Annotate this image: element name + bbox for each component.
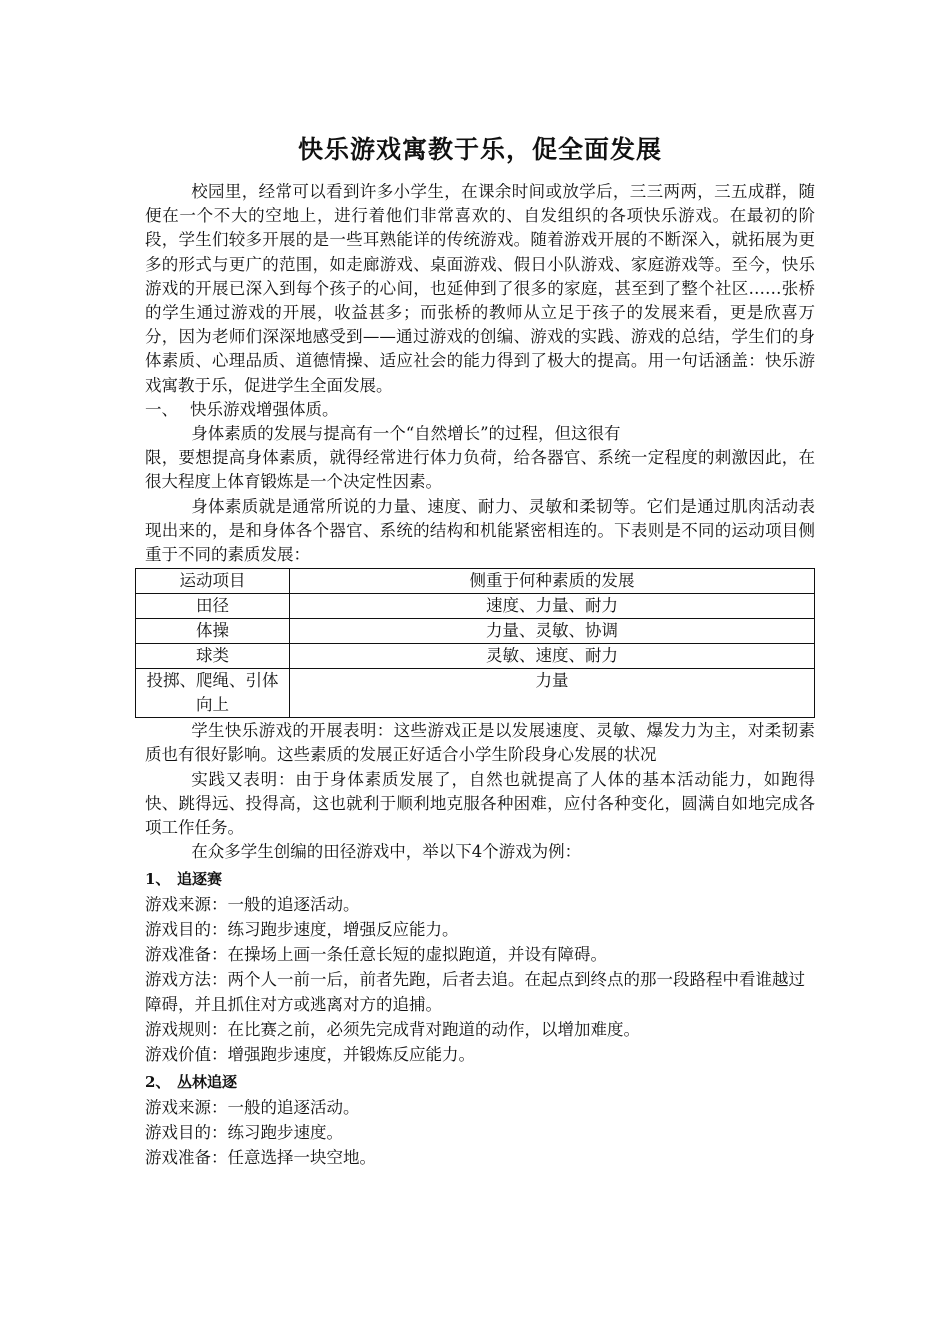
section-number: 一、 — [145, 399, 178, 419]
table-cell: 灵敏、速度、耐力 — [290, 644, 815, 669]
table-cell: 体操 — [136, 619, 290, 644]
game-goal: 游戏目的：练习跑步速度，增强反应能力。 — [145, 920, 459, 940]
table-row — [136, 619, 815, 644]
game-number: 1、 — [145, 870, 171, 889]
game-source: 游戏来源：一般的追逐活动。 — [145, 895, 360, 915]
table-cell: 速度、力量、耐力 — [290, 594, 815, 619]
table-row — [136, 669, 815, 718]
table-header-row — [136, 569, 815, 594]
game-heading — [145, 866, 815, 892]
paragraph-natural-growth-cont: 限，要想提高身体素质，就得经常进行体力负荷，给各器官、系统一定程度的刺激因此，在很大程度上体育锻炼是一个决定性因素。 — [145, 448, 815, 492]
table-row — [136, 644, 815, 669]
game-source: 游戏来源：一般的追逐活动。 — [145, 1098, 360, 1118]
table-header-cell: 侧重于何种素质的发展 — [290, 569, 815, 594]
game-prep: 游戏准备：任意选择一块空地。 — [145, 1148, 376, 1168]
game-number: 2、 — [145, 1073, 171, 1092]
game-value: 游戏价值：增强跑步速度，并锻炼反应能力。 — [145, 1045, 475, 1065]
game-prep: 游戏准备：在操场上画一条任意长短的虚拟跑道，并设有障碍。 — [145, 945, 607, 965]
table-cell: 投掷、爬绳、引体向上 — [136, 669, 290, 718]
table-cell: 球类 — [136, 644, 290, 669]
document-title: 快乐游戏寓教于乐，促全面发展 — [297, 135, 662, 164]
game-rule: 游戏规则：在比赛之前，必须先完成背对跑道的动作，以增加难度。 — [145, 1020, 640, 1040]
section-title: 快乐游戏增强体质。 — [190, 399, 339, 419]
intro-paragraph: 校园里，经常可以看到许多小学生，在课余时间或放学后，三三两两，三五成群，随便在一个不大的空地上，进行着他们非常喜欢的、自发组织的各项快乐游戏。在最初的阶段，学生们较多开展的是一些耳熟能详的传统游戏。随着游戏开展的不断深入，就拓展为更多的形式与更广的范围，如走廊游戏、桌面游戏、假日小队游戏、家庭游戏等。至今，快乐游戏的开展已深入到每个孩子的心间，也延伸到了很多的家庭，甚至到了整个社区……张桥的学生通过游戏的开展，收益甚多；而张桥的教师从立足于孩子的发展来看，更是欣喜万分，因为老师们深深地感受到——通过游戏的创编、游戏的实践、游戏的总结，学生们的身体素质、心理品质、道德情操、适应社会的能力得到了极大的提高。用一句话涵盖：快乐游戏寓教于乐，促进学生全面发展。 — [145, 182, 815, 395]
paragraph-game-effect: 学生快乐游戏的开展表明：这些游戏正是以发展速度、灵敏、爆发力为主，对柔韧素质也有很好影响。这些素质的发展正好适合小学生阶段身心发展的状况 — [145, 721, 815, 765]
paragraph-examples: 在众多学生创编的田径游戏中，举以下4个游戏为例： — [191, 842, 582, 862]
sports-quality-table — [135, 568, 815, 718]
game-name: 追逐赛 — [177, 870, 223, 889]
table-cell: 力量、灵敏、协调 — [290, 619, 815, 644]
table-row — [136, 594, 815, 619]
document-page — [145, 130, 815, 1170]
paragraph-practice: 实践又表明：由于身体素质发展了，自然也就提高了人体的基本活动能力，如跑得快、跳得远、投得高，这也就利于顺利地克服各种困难，应付各种变化，圆满自如地完成各项工作任务。 — [145, 769, 815, 838]
game-heading — [145, 1069, 815, 1095]
paragraph-natural-growth: 身体素质的发展与提高有一个“自然增长”的过程，但这很有 — [191, 424, 621, 444]
table-header-cell: 运动项目 — [136, 569, 290, 594]
game-method: 游戏方法：两个人一前一后，前者先跑，后者去追。在起点到终点的那一段路程中看谁越过障碍，并且抓住对方或逃离对方的追捕。 — [145, 970, 805, 1015]
table-cell: 力量 — [290, 669, 815, 718]
paragraph-physical-quality: 身体素质就是通常所说的力量、速度、耐力、灵敏和柔韧等。它们是通过肌肉活动表现出来的，是和身体各个器官、系统的结构和机能紧密相连的。下表则是不同的运动项目侧重于不同的素质发展： — [145, 496, 815, 565]
table-cell: 田径 — [136, 594, 290, 619]
game-name: 丛林追逐 — [177, 1073, 238, 1092]
game-goal: 游戏目的：练习跑步速度。 — [145, 1123, 343, 1143]
section-heading — [145, 398, 815, 422]
